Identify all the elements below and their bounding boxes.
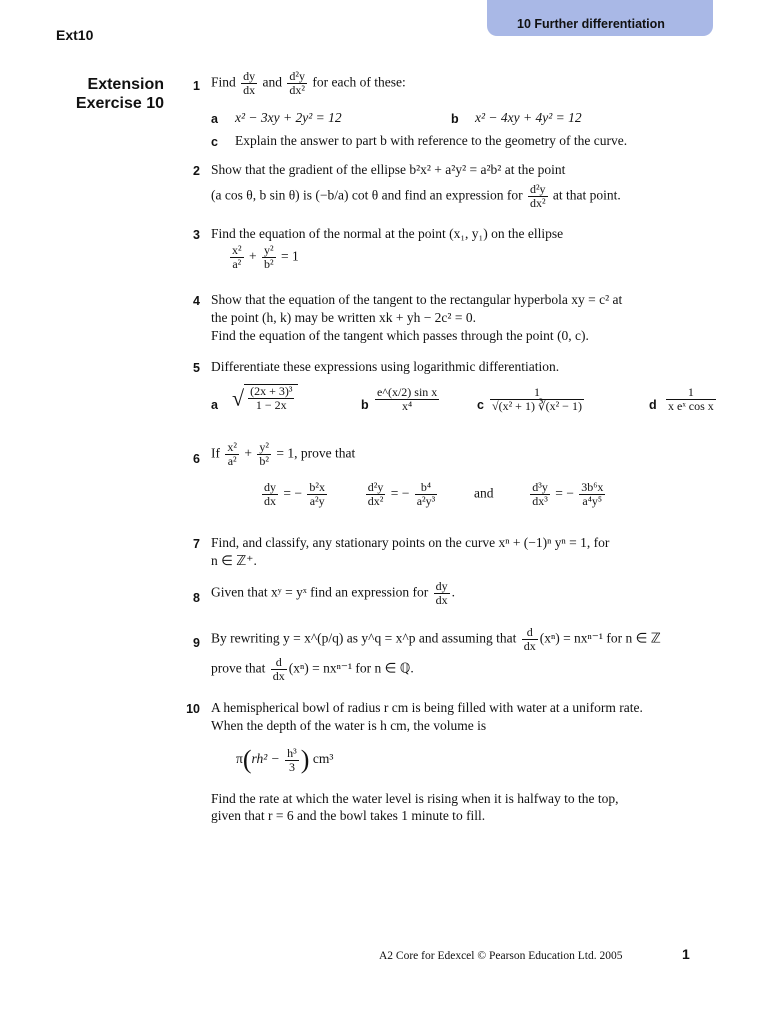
q2-line1: Show that the gradient of the ellipse b²x² + a²y² = a²b² at the point: [211, 162, 566, 177]
q6-and: and: [473, 485, 494, 501]
q4-line1: Show that the equation of the tangent to the rectangular hyperbola xy = c² at: [211, 292, 623, 307]
q1-dydx: $\frac{dy}{dx}$: [243, 69, 256, 97]
q5a-frac: $\frac{\text{(2x + 3)³}}{1 - 2x}$: [250, 384, 293, 412]
q1b-label: b: [451, 112, 459, 126]
q3-number: 3: [193, 228, 200, 242]
q6-number: 6: [193, 452, 200, 466]
q10-rh2: rh² −: [251, 751, 280, 767]
exercise-title: [40, 75, 164, 113]
q1b-text: x² − 4xy + 4y² = 12: [475, 110, 582, 125]
q3-line1: Find the equation of the normal at the point (x₁, y₁) on the ellipse: [211, 226, 564, 241]
q4-number: 4: [193, 294, 200, 308]
q6-line1: [211, 441, 355, 468]
q10-line4: given that r = 6 and the bowl takes 1 minute to fill.: [211, 808, 486, 823]
q5b-expr: [373, 386, 441, 413]
q6-x2a2: $\frac{\text{x²}}{\text{a²}}$: [227, 440, 237, 468]
q6-y2b2: $\frac{\text{y²}}{\text{b²}}$: [259, 440, 269, 468]
q1-tail: for each of these:: [312, 74, 406, 90]
q9-line1: [211, 626, 661, 653]
q6-eq3: = −: [555, 485, 574, 501]
q6-eq1: = −: [283, 485, 302, 501]
q9-line1a: By rewriting y = x^(p/q) as y^q = x^p and assuming that: [211, 630, 517, 646]
q5d-expr: [664, 386, 718, 413]
title-line-1: Extension: [87, 76, 164, 93]
q1c-label: c: [211, 135, 218, 149]
q2-line2a: (a cos θ, b sin θ) is (−b/a) cot θ and find an expression for: [211, 187, 523, 203]
q10-unit: cm³: [312, 751, 334, 767]
q1-number: 1: [193, 79, 200, 93]
header-tab: [487, 0, 713, 36]
q8-number: 8: [193, 591, 200, 605]
q6-d2ydx2: $\frac{\text{d²y}}{\text{dx²}}$: [367, 480, 384, 508]
q2-d2ydx2: $\frac{\text{d²y}}{\text{dx²}}$: [529, 182, 546, 210]
q6-results: [260, 481, 607, 508]
q5c-frac: $\frac{1}{\text{√(x² + 1) ∛(x² − 1)}}$: [492, 385, 582, 413]
q8-line1: [211, 580, 455, 607]
q3-y2b2: $\frac{\text{y²}}{\text{b²}}$: [263, 243, 274, 271]
q5-line1: Differentiate these expressions using logarithmic differentiation.: [211, 359, 560, 374]
q4-line3: Find the equation of the tangent which passes through the point (0, c).: [211, 328, 589, 343]
q6-r1: $\frac{\text{b²x}}{\text{a²y}}$: [309, 480, 325, 508]
q1-and: and: [262, 74, 283, 90]
q10-pi: π: [236, 751, 243, 767]
left-paren-icon: (: [242, 745, 252, 774]
q5b-frac: $\frac{\text{e\textasciicircum{}(x/2) sin x}}{\text{x⁴}}$: [377, 385, 438, 413]
q9-ddx-2: $\frac{d}{dx}$: [272, 655, 285, 683]
q4-line2: the point (h, k) may be written xk + yh − 2c² = 0.: [211, 310, 476, 325]
q5c-label: c: [477, 398, 484, 412]
q10-number: 10: [186, 702, 200, 716]
exercise-code: Ext10: [56, 27, 94, 43]
q10-volume: [236, 745, 333, 775]
q9-ddx-1: $\frac{d}{dx}$: [523, 625, 536, 653]
q6-d3ydx3: $\frac{\text{d³y}}{\text{dx³}}$: [532, 480, 548, 508]
q10-h3over3: $\frac{\text{h³}}{3}$: [287, 745, 297, 774]
q1a-label: a: [211, 112, 218, 126]
title-line-2: Exercise 10: [75, 95, 164, 112]
q3-eq: = 1: [280, 248, 299, 264]
q1c-text: Explain the answer to part b with reference to the geometry of the curve.: [235, 133, 628, 148]
q9-line1b: (xⁿ) = nxⁿ⁻¹ for n ∈ ℤ: [539, 630, 661, 646]
q9-number: 9: [193, 636, 200, 650]
q3-plus: +: [248, 248, 257, 264]
q5d-label: d: [649, 398, 657, 412]
q2-line2: [211, 183, 621, 210]
q1-d2ydx2: $\frac{\text{d²y}}{\text{dx²}}$: [289, 69, 305, 97]
q1a-text: x² − 3xy + 2y² = 12: [235, 110, 342, 125]
q8-end: .: [451, 584, 455, 600]
q2-line2b: at that point.: [552, 187, 621, 203]
q6-eq2: = −: [390, 485, 410, 501]
q5c-expr: [488, 386, 586, 413]
q5a-label: a: [211, 398, 218, 412]
q7-line2: n ∈ ℤ⁺.: [211, 553, 257, 568]
q1-find: Find: [211, 74, 236, 90]
q2-number: 2: [193, 164, 200, 178]
footer-copyright: A2 Core for Edexcel © Pearson Education Ltd. 2005: [379, 950, 623, 962]
q5d-frac: $\frac{1}{\text{x eˣ cos x}}$: [668, 385, 714, 413]
q10-line3: Find the rate at which the water level is rising when it is halfway to the top,: [211, 791, 619, 806]
q6-r2: $\frac{\text{b⁴}}{\text{a²y³}}$: [416, 480, 436, 508]
sqrt-sign-icon: √: [232, 385, 245, 411]
q10-line1: A hemispherical bowl of radius r cm is being filled with water at a uniform rate.: [211, 700, 643, 715]
q7-number: 7: [193, 537, 200, 551]
q3-ellipse: [228, 244, 299, 271]
q5-number: 5: [193, 361, 200, 375]
header-tab-label: 10 Further differentiation: [517, 17, 665, 31]
q5b-label: b: [361, 398, 369, 412]
q7-line1: Find, and classify, any stationary points on the curve xⁿ + (−1)ⁿ yⁿ = 1, for: [211, 535, 610, 550]
q3-x2a2: $\frac{\text{x²}}{\text{a²}}$: [232, 243, 242, 271]
q6-tail: = 1, prove that: [276, 445, 356, 461]
q1-line: [211, 70, 406, 97]
q6-dydx: $\frac{dy}{dx}$: [264, 480, 276, 508]
q8-text: Given that xʸ = yˣ find an expression for: [211, 584, 429, 600]
q5a-expr: [232, 384, 298, 412]
q6-r3: $\frac{\text{3b⁶x}}{\text{a⁴y⁵}}$: [581, 480, 604, 508]
q6-plus: +: [244, 445, 252, 461]
q9-line2: [211, 656, 414, 683]
q8-dydx: $\frac{dy}{dx}$: [435, 579, 448, 607]
page-number: 1: [682, 946, 690, 962]
right-paren-icon: ): [300, 745, 310, 774]
q10-line2: When the depth of the water is h cm, the volume is: [211, 718, 487, 733]
q9-line2a: prove that: [211, 660, 266, 676]
q9-line2b: (xⁿ) = nxⁿ⁻¹ for n ∈ ℚ.: [288, 660, 414, 676]
q6-if: If: [211, 445, 220, 461]
